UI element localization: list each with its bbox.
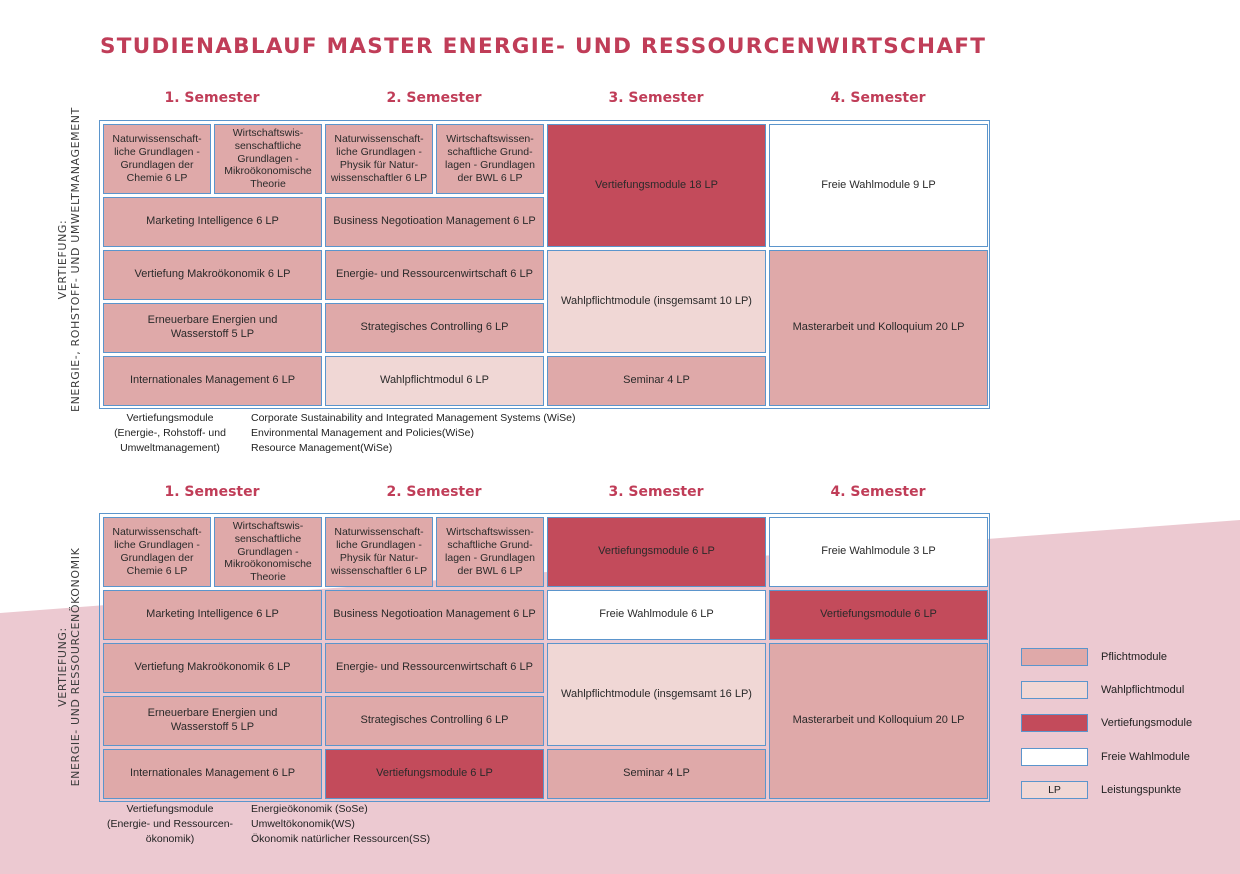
module-cell-vertiefung: Vertiefungsmodule 6 LP: [769, 590, 988, 640]
semester-1-header: 1. Semester: [164, 484, 260, 500]
module-cell: Internationales Management 6 LP: [103, 749, 322, 799]
module-cell: Vertiefung Makroökonomik 6 LP: [103, 250, 322, 300]
module-cell: Business Negotioation Management 6 LP: [325, 197, 544, 247]
module-cell: Vertiefung Makroökonomik 6 LP: [103, 643, 322, 693]
plan-2-note-right: [251, 802, 430, 847]
module-cell-wahlpflicht: Wahlpflichtmodul 6 LP: [325, 356, 544, 406]
module-cell-vertiefung: Vertiefungsmodule 6 LP: [547, 517, 766, 587]
note-line: Umweltmanagement): [120, 442, 220, 454]
semester-3-header: 3. Semester: [608, 90, 704, 106]
legend-swatch-wahlpflicht: [1021, 681, 1088, 699]
note-line: Ökonomik natürlicher Ressourcen(SS): [251, 833, 431, 845]
module-cell: Strategisches Controlling 6 LP: [325, 303, 544, 353]
semester-4-header: 4. Semester: [830, 90, 926, 106]
module-cell: Wirtschaftswis-senschaftliche Grundlagen - Mikroökonomische Theorie: [214, 517, 322, 587]
module-cell-wahlpflicht: Wahlpflichtmodule (insgemsamt 10 LP): [547, 250, 766, 353]
semester-4-header: 4. Semester: [830, 484, 926, 500]
note-line: Umweltökonomik(WS): [251, 818, 355, 830]
module-cell-seminar: Seminar 4 LP: [547, 749, 766, 799]
plan-2-grid: [99, 513, 990, 802]
note-line: (Energie-, Rohstoff- und: [114, 427, 226, 439]
semester-1-header: 1. Semester: [164, 90, 260, 106]
legend-swatch-pflicht: [1021, 648, 1088, 666]
plan-1-note-left: [105, 411, 235, 456]
module-cell: Naturwissenschaft-liche Grundlagen -Grundlagen der Chemie 6 LP: [103, 124, 211, 194]
module-cell: Energie- und Ressourcenwirtschaft 6 LP: [325, 643, 544, 693]
side-label-line1: VERTIEFUNG:: [56, 627, 69, 707]
module-cell: Business Negotioation Management 6 LP: [325, 590, 544, 640]
module-cell-seminar: Seminar 4 LP: [547, 356, 766, 406]
side-label-line2: ENERGIE- UND RESSOURCENÖKONOMIK: [69, 547, 82, 787]
semester-2-header: 2. Semester: [386, 484, 482, 500]
legend-label: Wahlpflichtmodul: [1101, 684, 1185, 696]
module-cell-masterarbeit: Masterarbeit und Kolloquium 20 LP: [769, 643, 988, 799]
semester-3-header: 3. Semester: [608, 484, 704, 500]
plan-1-grid: [99, 120, 990, 409]
module-cell-wahlpflicht: Wahlpflichtmodule (insgemsamt 16 LP): [547, 643, 766, 746]
module-cell-vertiefung: Vertiefungsmodule 6 LP: [325, 749, 544, 799]
note-line: Energieökonomik (SoSe): [251, 803, 368, 815]
module-cell: Wirtschaftswissen-schaftliche Grund-lagen - Grundlagen der BWL 6 LP: [436, 517, 544, 587]
legend-swatch-freie-wahl: [1021, 748, 1088, 766]
legend-label: Freie Wahlmodule: [1101, 751, 1190, 763]
module-cell: Erneuerbare Energien und Wasserstoff 5 LP: [103, 303, 322, 353]
semester-2-header: 2. Semester: [386, 90, 482, 106]
plan-1-side-label: [56, 107, 82, 412]
side-label-line2: ENERGIE-, ROHSTOFF- UND UMWELTMANAGEMENT: [69, 107, 82, 412]
note-line: ökonomik): [145, 833, 195, 845]
module-cell: Energie- und Ressourcenwirtschaft 6 LP: [325, 250, 544, 300]
plan-2-note-left: [105, 802, 235, 847]
page-title: STUDIENABLAUF MASTER ENERGIE- UND RESSOURCENWIRTSCHAFT: [100, 34, 987, 59]
module-cell-freie-wahl: Freie Wahlmodule 6 LP: [547, 590, 766, 640]
module-cell-freie-wahl: Freie Wahlmodule 9 LP: [769, 124, 988, 247]
legend-label: Pflichtmodule: [1101, 651, 1168, 663]
module-cell: Wirtschaftswis-senschaftliche Grundlagen - Mikroökonomische Theorie: [214, 124, 322, 194]
module-cell: Erneuerbare Energien und Wasserstoff 5 LP: [103, 696, 322, 746]
module-cell-freie-wahl: Freie Wahlmodule 3 LP: [769, 517, 988, 587]
legend-label: Vertiefungsmodule: [1101, 717, 1193, 729]
module-cell: Naturwissenschaft-liche Grundlagen -Grundlagen der Chemie 6 LP: [103, 517, 211, 587]
module-cell-vertiefung: Vertiefungsmodule 18 LP: [547, 124, 766, 247]
note-line: Resource Management(WiSe): [251, 442, 393, 454]
module-cell: Naturwissenschaft-liche Grundlagen - Physik für Natur-wissenschaftler 6 LP: [325, 124, 433, 194]
legend-swatch-vertiefung: [1021, 714, 1088, 732]
note-line: Vertiefungsmodule: [126, 803, 214, 815]
module-cell: Wirtschaftswissen-schaftliche Grund-lagen - Grundlagen der BWL 6 LP: [436, 124, 544, 194]
module-cell: Internationales Management 6 LP: [103, 356, 322, 406]
side-label-line1: VERTIEFUNG:: [56, 219, 69, 300]
plan-2-side-label: [56, 542, 82, 792]
module-cell: Naturwissenschaft-liche Grundlagen - Physik für Natur-wissenschaftler 6 LP: [325, 517, 433, 587]
note-line: Environmental Management and Policies(WiSe): [251, 427, 474, 439]
legend-swatch-lp: LP: [1021, 781, 1088, 799]
plan-1-note-right: [251, 411, 576, 456]
legend-label: Leistungspunkte: [1101, 784, 1182, 796]
module-cell: Strategisches Controlling 6 LP: [325, 696, 544, 746]
note-line: Corporate Sustainability and Integrated Management Systems (WiSe): [251, 412, 576, 424]
module-cell-masterarbeit: Masterarbeit und Kolloquium 20 LP: [769, 250, 988, 406]
note-line: Vertiefungsmodule: [126, 412, 214, 424]
note-line: (Energie- und Ressourcen-: [106, 818, 234, 830]
module-cell: Marketing Intelligence 6 LP: [103, 197, 322, 247]
module-cell: Marketing Intelligence 6 LP: [103, 590, 322, 640]
